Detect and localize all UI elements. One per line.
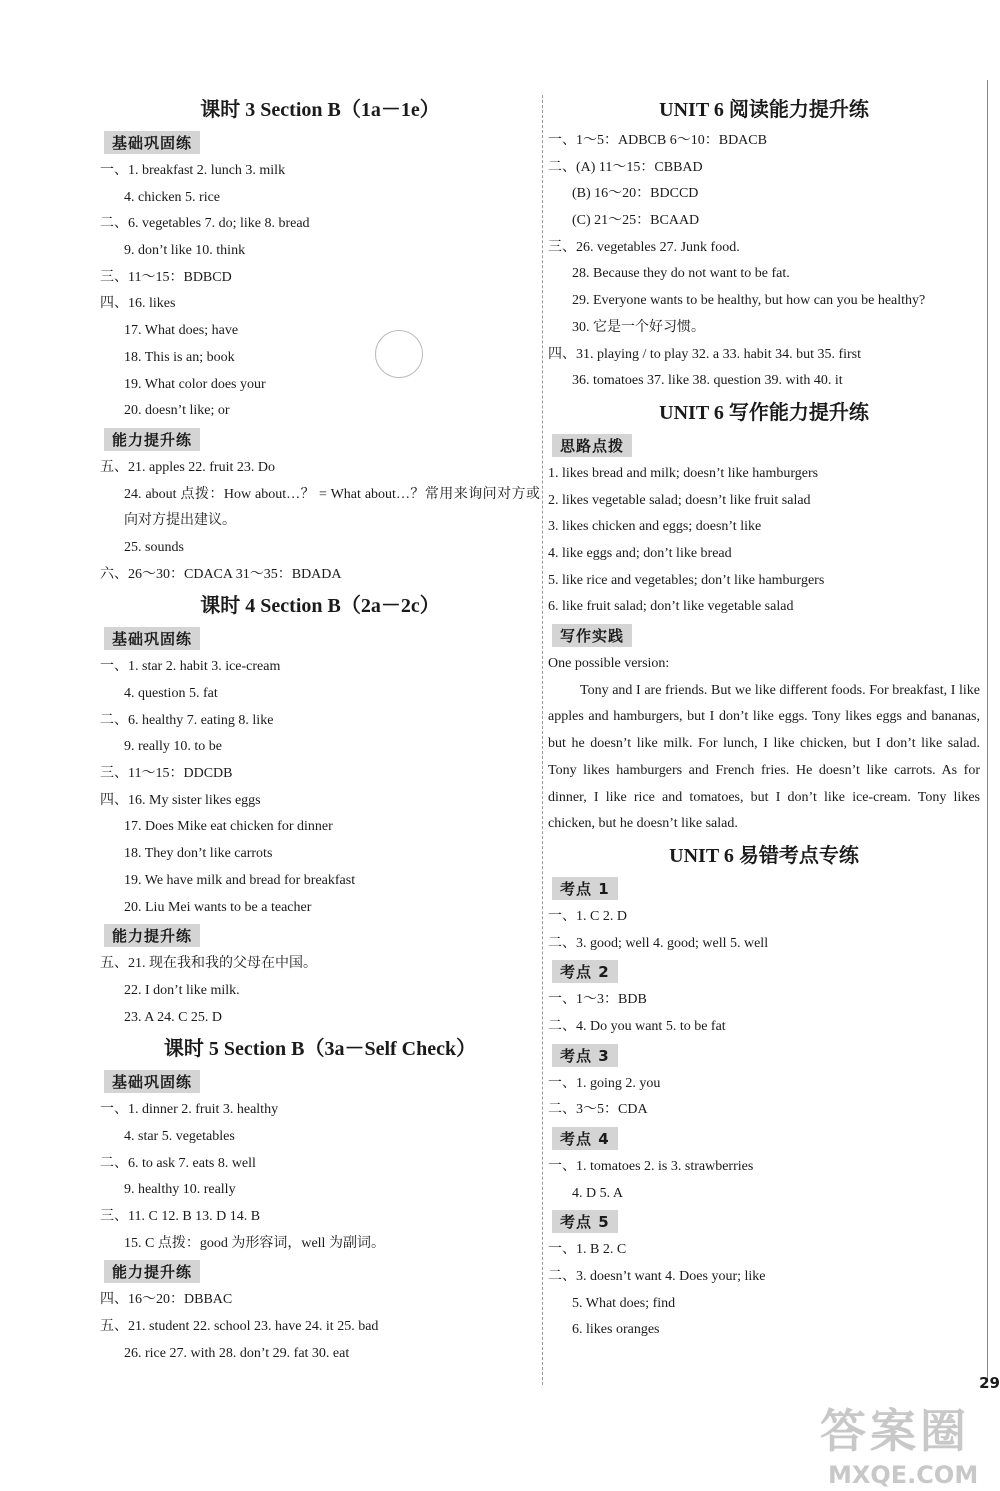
answer-line: 25. sounds [124,539,184,555]
left-column [100,92,540,1367]
answer-line: 二、6. to ask 7. eats 8. well [100,1155,256,1171]
answer-line: 4. D 5. A [572,1185,623,1201]
answer-line: 一、1. C 2. D [548,908,627,924]
section-title: 课时 5 Section B（3a－Self Check） [163,1038,477,1061]
answer-line: 6. likes oranges [572,1322,660,1338]
answer-line: 一、1. star 2. habit 3. ice-cream [100,659,281,675]
answer-line: 四、16. My sister likes eggs [100,792,261,808]
answer-line: 4. chicken 5. rice [124,189,221,205]
answer-line: 18. They don’t like carrots [124,846,273,862]
answer-line: 19. What color does your [124,376,266,392]
answer-line: 三、11～15：DDCDB [100,766,233,782]
answer-line: 一、1. dinner 2. fruit 3. healthy [100,1102,279,1118]
answer-line: 4. star 5. vegetables [124,1128,235,1144]
page-number: 29 [979,1374,1000,1392]
column-divider [542,95,543,1385]
answer-line: 二、3～5：CDA [548,1102,648,1118]
answer-line: 9. healthy 10. really [124,1182,236,1198]
answer-line: 5. What does; find [572,1295,676,1311]
answer-line: 4. question 5. fat [124,686,218,702]
section-label: 考点 2 [552,960,618,983]
answer-line: 四、16. likes [100,296,176,312]
answer-line: 1. likes bread and milk; doesn’t like hamburgers [548,465,819,481]
answer-line: One possible version: [548,656,670,671]
answer-line: 二、4. Do you want 5. to be fat [548,1018,726,1034]
answer-line: 六、26～30：CDACA 31～35：BDADA [100,566,342,582]
watermark-url: MXQE.COM [828,1461,979,1489]
answer-line: 二、(A) 11～15：CBBAD [548,159,703,175]
answer-line: (B) 16～20：BDCCD [572,186,699,202]
section-label: 考点 5 [552,1210,618,1233]
answer-line: 三、11～15：BDBCD [100,269,232,285]
answer-line: 19. We have milk and bread for breakfast [124,872,356,888]
answer-line: 4. like eggs and; don’t like bread [548,545,732,561]
answer-line: 9. don’t like 10. think [124,243,246,259]
answer-line: 29. Everyone wants to be healthy, but how can you be healthy? [572,293,926,309]
essay-paragraph: Tony and I are friends. But we like different foods. For breakfast, I like apples and hamburgers, but I don’t like eggs. Tony likes eggs and bananas, but he doesn’t like milk. For lunch, I like chicken, but I don’t like salad. Tony likes hamburgers and French fries. He doesn’t like carrots. As for dinner, I like rice and tomatoes, but I don’t like ice-cream. Tony likes chicken, but he doesn’t like salad. [548,682,980,832]
answer-line: 20. Liu Mei wants to be a teacher [124,899,312,915]
answer-line: 三、26. vegetables 27. Junk food. [548,239,740,255]
answer-line: 5. like rice and vegetables; don’t like hamburgers [548,572,825,588]
answer-line: 一、1～3：BDB [548,992,647,1008]
answer-line: 9. really 10. to be [124,739,222,755]
answer-line: 二、3. good; well 4. good; well 5. well [548,935,769,951]
watermark-logo [820,1395,978,1489]
answer-line: 18. This is an; book [124,349,235,365]
answer-line: 3. likes chicken and eggs; doesn’t like [548,519,762,535]
answer-line: 17. What does; have [124,323,239,339]
section-label: 基础巩固练 [104,131,200,154]
section-label: 写作实践 [552,624,632,647]
answer-line: 二、3. doesn’t want 4. Does your; like [548,1269,766,1285]
right-column [548,92,980,1344]
page-edge-line [987,80,988,1380]
answer-line: 一、1. tomatoes 2. is 3. strawberries [548,1159,754,1175]
answer-line: 二、6. healthy 7. eating 8. like [100,712,274,728]
answer-line: 30. 它是一个好习惯。 [572,319,705,335]
answer-line: 17. Does Mike eat chicken for dinner [124,819,333,835]
answer-line: 23. A 24. C 25. D [124,1009,223,1025]
answer-line: 四、16～20：DBBAC [100,1292,233,1308]
section-label: 考点 1 [552,877,618,900]
answer-line: 一、1. going 2. you [548,1075,661,1091]
answer-line: 五、21. 现在我和我的父母在中国。 [100,956,317,972]
answer-line: 15. C 点拨：good 为形容词，well 为副词。 [124,1235,385,1251]
answer-line: 36. tomatoes 37. like 38. question 39. with 40. it [572,373,843,389]
section-title: 课时 4 Section B（2a－2c） [200,595,440,618]
answer-line: 26. rice 27. with 28. don’t 29. fat 30. eat [124,1345,350,1361]
answer-line: 20. doesn’t like; or [124,403,230,419]
section-label: 思路点拨 [552,434,632,457]
answer-line: 五、21. student 22. school 23. have 24. it 25. bad [100,1319,379,1335]
answer-line: 24. about 点拨：How about…？ = What about…？常用来询问对方或向对方提出建议。 [124,486,540,529]
section-label: 基础巩固练 [104,1070,200,1093]
section-title: UNIT 6 阅读能力提升练 [659,99,869,121]
section-label: 能力提升练 [104,924,200,947]
section-title: UNIT 6 写作能力提升练 [659,401,869,424]
answer-line: 五、21. apples 22. fruit 23. Do [100,459,275,475]
section-label: 考点 4 [552,1127,618,1150]
answer-line: 6. like fruit salad; don’t like vegetable salad [548,599,794,615]
section-title: UNIT 6 易错考点专练 [669,844,859,867]
answer-line: 三、11. C 12. B 13. D 14. B [100,1209,261,1225]
section-label: 能力提升练 [104,1260,200,1283]
answer-line: 一、1～5：ADBCB 6～10：BDACB [548,133,767,148]
answer-line: 28. Because they do not want to be fat. [572,266,790,282]
section-label: 考点 3 [552,1044,618,1067]
section-label: 基础巩固练 [104,627,200,650]
answer-line: 四、31. playing / to play 32. a 33. habit 34. but 35. first [548,346,862,362]
answer-line: 2. likes vegetable salad; doesn’t like fruit salad [548,492,811,508]
watermark-text: 答案圈 [820,1404,970,1458]
section-title: 课时 3 Section B（1a－1e） [200,99,440,121]
answer-line: 二、6. vegetables 7. do; like 8. bread [100,216,310,232]
answer-line: (C) 21～25：BCAAD [572,213,700,229]
section-label: 能力提升练 [104,428,200,451]
answer-line: 一、1. B 2. C [548,1242,627,1258]
answer-line: 一、1. breakfast 2. lunch 3. milk [100,163,286,178]
answer-line: 22. I don’t like milk. [124,982,240,998]
